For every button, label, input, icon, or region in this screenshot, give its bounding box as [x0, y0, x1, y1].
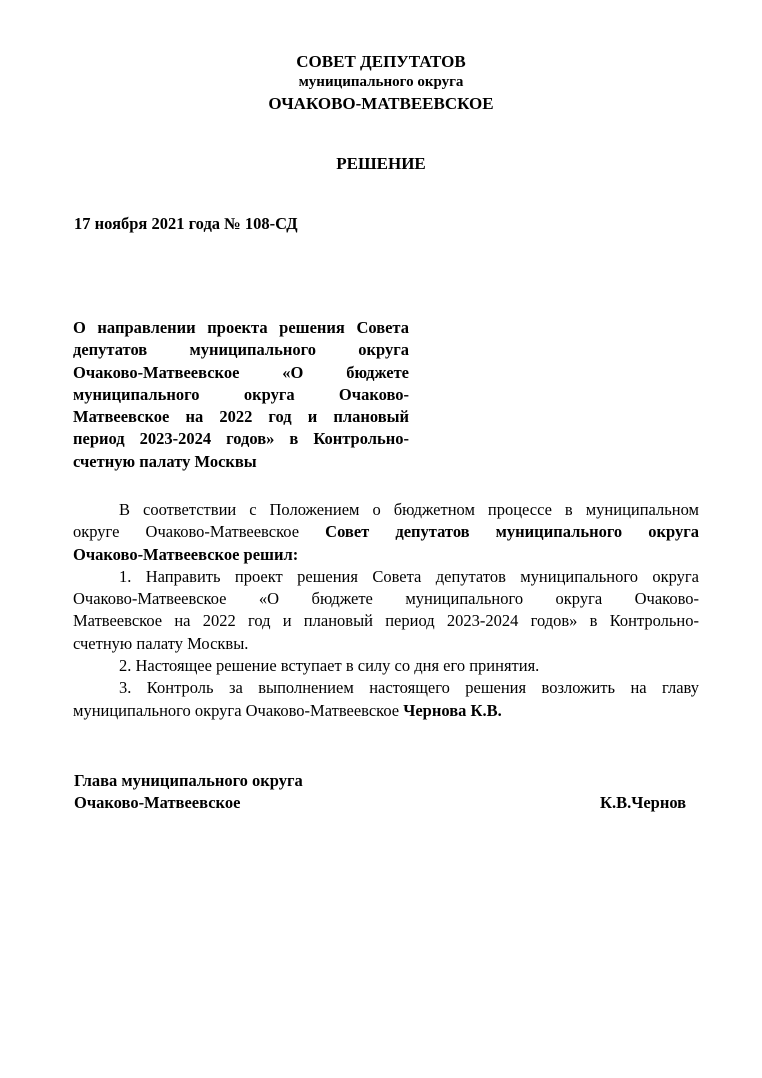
subject-line: О направлении проекта решения Совета	[73, 318, 409, 337]
item-3-line	[73, 700, 699, 722]
decision-subject	[73, 317, 409, 473]
preamble-line: В соответствии с Положением о бюджетном процессе в муниципальном	[119, 500, 699, 519]
subject-line: депутатов муниципального округа	[73, 340, 409, 360]
item-3-bold: Чернова К.В.	[403, 700, 502, 720]
item-1-line: Матвеевское на 2022 год и плановый период 2023-2024 годов» в Контрольно-	[73, 611, 699, 631]
council-title: СОВЕТ ДЕПУТАТОВ	[296, 52, 466, 71]
subject-line: Очаково-Матвеевское «О бюджете	[73, 362, 409, 382]
preamble-bold-line: Очаково-Матвеевское решил:	[73, 544, 299, 564]
subject-line: период 2023-2024 годов» в Контрольно-	[73, 429, 409, 449]
item-3-line: 3. Контроль за выполнением настоящего решения возложить на главу	[119, 678, 699, 698]
preamble-bold: Совет депутатов муниципального округа	[325, 522, 699, 542]
decision-body	[73, 499, 699, 722]
signatory-name: К.В.Чернов	[600, 793, 687, 812]
item-1-line: 1. Направить проект решения Совета депутатов муниципального округа	[119, 566, 699, 586]
signatory-title	[74, 770, 303, 815]
signatory-title-line: Очаково-Матвеевское	[74, 793, 241, 813]
subject-line: муниципального округа Очаково-	[73, 384, 409, 404]
preamble-text: округе Очаково-Матвеевское	[73, 522, 300, 542]
item-3-text: муниципального округа Очаково-Матвеевское	[73, 700, 400, 720]
date-and-number: 17 ноября 2021 года № 108-СД	[74, 214, 298, 233]
subject-line: Матвеевское на 2022 год и плановый	[73, 407, 409, 427]
item-2-line: 2. Настоящее решение вступает в силу со дня его принятия.	[119, 656, 540, 676]
document-type: РЕШЕНИЕ	[336, 154, 426, 173]
item-1-line: счетную палату Москвы.	[73, 633, 249, 653]
district-name: ОЧАКОВО-МАТВЕЕВСКОЕ	[268, 94, 494, 113]
council-subtitle: муниципального округа	[298, 74, 464, 90]
subject-line: счетную палату Москвы	[73, 451, 257, 471]
preamble-line	[73, 521, 699, 543]
signatory-title-line: Глава муниципального округа	[74, 771, 303, 790]
item-1-line: Очаково-Матвеевское «О бюджете муниципального округа Очаково-	[73, 589, 699, 609]
